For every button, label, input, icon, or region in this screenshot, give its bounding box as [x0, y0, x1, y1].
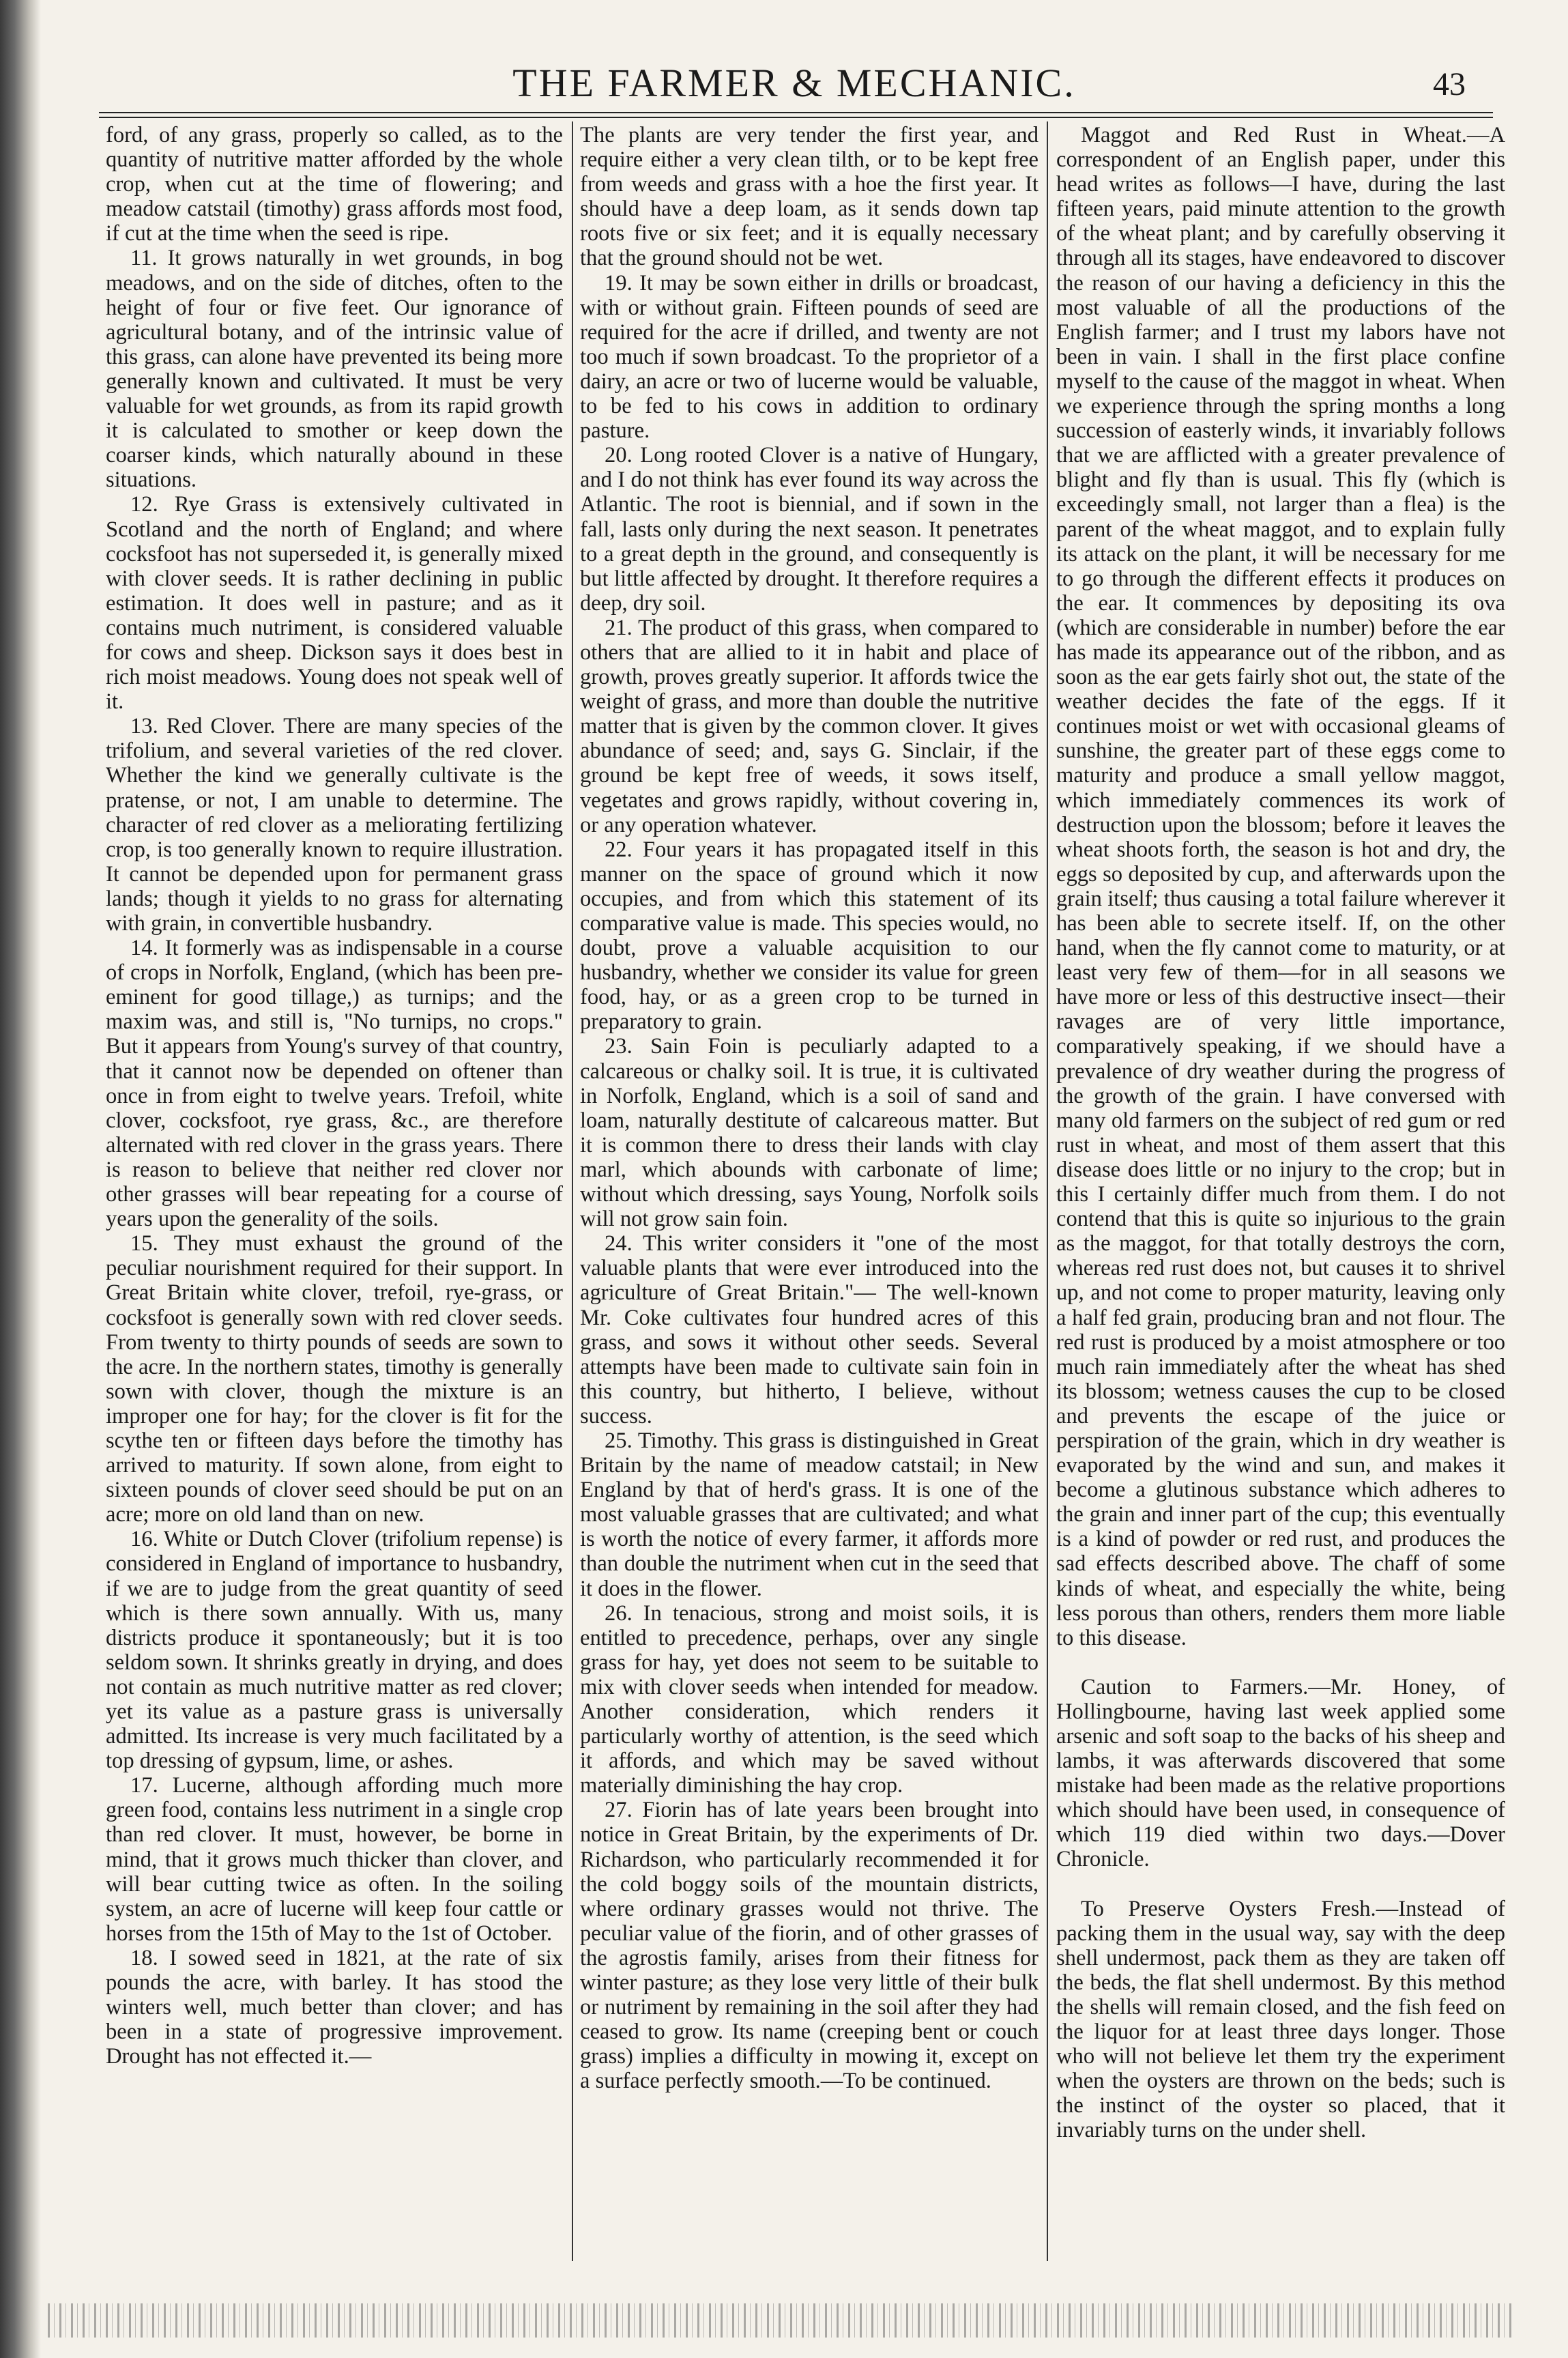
column-1 — [106, 123, 563, 2259]
paragraph: 22. Four years it has propagated itself in this manner on the space of ground which it now occupies, and from which this statement of its comparative value is made. This species would, no doubt, prove a valuable acquisition to our husbandry, whether we consider its value for green food, hay, or as a green crop to be turned in preparatory to grain. — [580, 837, 1039, 1035]
column-separator — [572, 121, 573, 2261]
paragraph: 21. The product of this grass, when compared to others that are allied to it in habit and place of growth, proves greatly superior. It affords twice the weight of grass, and more than double the nutritive matter that is given by the common clover. It gives abundance of seed; and, says G. Sinclair, if the ground be kept free of weeds, it sows itself, vegetates and grows rapidly, without covering in, or any operation whatever. — [580, 615, 1039, 837]
column-separator — [1047, 121, 1048, 2261]
paragraph: 17. Lucerne, although affording much more green food, contains less nutriment in a single crop than red clover. It must, however, be borne in mind, that it grows much thicker than clover, and will bear cutting twice as often. In the soiling system, an acre of lucerne will keep four cattle or horses from the 15th of May to the 1st of October. — [106, 1773, 563, 1946]
paragraph: 15. They must exhaust the ground of the peculiar nourishment required for their support. In Great Britain white clover, trefoil, rye-grass, or cocksfoot is generally sown with red clover seeds. From twenty to thirty pounds of seeds are sown to the acre. In the northern states, timothy is generally sown with clover, though the mixture is an improper one for hay; for the clover is fit for the scythe ten or fifteen days before the timothy has arrived to maturity. If sown alone, from eight to sixteen pounds of clover seed should be put on an acre; more on old land than on new. — [106, 1231, 563, 1527]
column-3 — [1056, 123, 1505, 2259]
page-header — [102, 55, 1486, 116]
article-preserve-oysters: To Preserve Oysters Fresh.—Instead of packing them in the usual way, say with the deep shell undermost, pack them as they are taken off the beds, the flat shell undermost. By this method the shells will remain closed, and the fish feed on the liquor for at least three days longer. Those who will not believe let them try the experiment when the oysters are thrown on the beds; such is the instinct of the oyster so placed, that it invariably turns on the under shell. — [1056, 1896, 1505, 2143]
header-rule — [99, 112, 1493, 118]
page-spine-shadow — [0, 0, 41, 2358]
bottom-edge-scan-noise — [48, 2303, 1513, 2338]
column-2 — [580, 123, 1039, 2259]
paragraph: ford, of any grass, properly so called, as to the quantity of nutritive matter afforded by the whole crop, when cut at the time of flowering; and meadow catstail (timothy) grass affords most food, if cut at the time when the seed is ripe. — [106, 123, 563, 246]
paragraph: 27. Fiorin has of late years been brought into notice in Great Britain, by the experiments of Dr. Richardson, who particularly recommended it for the cold boggy soils of the mountain districts, where ordinary grasses would not thrive. The peculiar value of the fiorin, and of other grasses of the agrostis family, arises from their fitness for winter pasture; as they lose very little of their bulk or nutriment by remaining in the soil after they had ceased to grow. Its name (creeping bent or couch grass) implies a difficulty in mowing it, except on a surface perfectly smooth.—To be continued. — [580, 1798, 1039, 2094]
paragraph: 19. It may be sown either in drills or broadcast, with or without grain. Fifteen pounds of seed are required for the acre if drilled, and twenty are not too much if sown broadcast. To the proprietor of a dairy, an acre or two of lucerne would be valuable, to be fed to his cows in addition to ordinary pasture. — [580, 270, 1039, 444]
paragraph: 14. It formerly was as indispensable in a course of crops in Norfolk, England, (which has been pre-eminent for good tillage,) as turnips; and the maxim was, and still is, "No turnips, no crops." But it appears from Young's survey of that country, that it cannot now be depended on oftener than once in from eight to twelve years. Trefoil, white clover, cocksfoot, rye grass, &c., are therefore alternated with red clover in the grass years. There is reason to believe that neither red clover nor other grasses will bear repeating for a course of years upon the generality of the soils. — [106, 936, 563, 1232]
page-title: THE FARMER & MECHANIC. — [512, 61, 1076, 105]
paragraph: The plants are very tender the first year, and require either a very clean tilth, or to be kept free from weeds and grass with a hoe the first year. It should have a deep loam, as it sends down tap roots five or six feet; and it is equally necessary that the ground should not be wet. — [580, 123, 1039, 271]
paragraph: 18. I sowed seed in 1821, at the rate of six pounds the acre, with barley. It has stood the winters well, much better than clover; and has been in a state of progressive improvement. Drought has not effected it.— — [106, 1945, 563, 2069]
paragraph: 13. Red Clover. There are many species of the trifolium, and several varieties of the red clover. Whether the kind we generally cultivate is the pratense, or not, I am unable to determine. The character of red clover as a meliorating fertilizing crop, is too generally known to require illustration. It cannot be depended upon for permanent grass lands; though it yields to no grass for alternating with grain, in convertible husbandry. — [106, 714, 563, 936]
paragraph: 26. In tenacious, strong and moist soils, it is entitled to precedence, perhaps, over any single grass for hay, yet does not seem to be suitable to mix with clover seeds when intended for meadow. Another consideration, which renders it particularly worthy of attention, is the seed which it affords, and which may be saved without materially diminishing the hay crop. — [580, 1600, 1039, 1798]
article-caution-to-farmers: Caution to Farmers.—Mr. Honey, of Hollingbourne, having last week applied some arsenic and soft soap to the backs of his sheep and lambs, it was afterwards discovered that some mistake had been made as the relative proportions which should have been used, in consequence of which 119 died within two days.—Dover Chronicle. — [1056, 1674, 1505, 1872]
paragraph: 23. Sain Foin is peculiarly adapted to a calcareous or chalky soil. It is true, it is cultivated in Norfolk, England, which is a soil of sand and loam, naturally destitute of calcareous matter. But it is common there to dress their lands with clay marl, which abounds with carbonate of lime; without which dressing, says Young, Norfolk soils will not grow sain foin. — [580, 1034, 1039, 1232]
paragraph: 11. It grows naturally in wet grounds, in bog meadows, and on the side of ditches, often to the height of four or five feet. Our ignorance of agricultural botany, and of the intrinsic value of this grass, can alone have prevented its being more generally known and cultivated. It must be very valuable for wet grounds, as from its rapid growth it is calculated to smother or keep down the coarser kinds, which naturally abound in these situations. — [106, 246, 563, 493]
paragraph: 16. White or Dutch Clover (trifolium repense) is considered in England of importance to husbandry, if we are to judge from the great quantity of seed which is there sown annually. With us, many districts produce it spontaneously; but it is too seldom sown. It shrinks greatly in drying, and does not contain as much nutritive matter as red clover; yet its value as a pasture grass is universally admitted. Its increase is very much facilitated by a top dressing of gypsum, lime, or ashes. — [106, 1527, 563, 1774]
paragraph: 12. Rye Grass is extensively cultivated in Scotland and the north of England; and where cocksfoot has not superseded it, is generally mixed with clover seeds. It is rather declining in public estimation. It does well in pasture; and as it contains much nutriment, is considered valuable for cows and sheep. Dickson says it does best in rich moist meadows. Young does not speak well of it. — [106, 492, 563, 715]
paragraph: 25. Timothy. This grass is distinguished in Great Britain by the name of meadow catstail; in New England by that of herd's grass. It is one of the most valuable grasses that are cultivated; and what is worth the notice of every farmer, it affords more than double the nutriment when cut in the seed that it does in the flower. — [580, 1428, 1039, 1601]
article-maggot-red-rust: Maggot and Red Rust in Wheat.—A correspondent of an English paper, under this head writes as follows—I have, during the last fifteen years, paid minute attention to the growth of the wheat plant; and by carefully observing it through all its stages, have endeavored to discover the reason of our having a deficiency in this the most valuable of all the productions of the English farmer; and I trust my labors have not been in vain. I shall in the first place confine myself to the cause of the maggot in wheat. When we experience through the spring months a long succession of easterly winds, it invariably follows that we are afflicted with a greater prevalence of blight and fly than is usual. This fly (which is exceedingly small, not larger than a flea) is the parent of the wheat maggot, and to explain fully its attack on the plant, it will be necessary for me to go through the different effects it produces on the ear. It commences by depositing its ova (which are considerable in number) before the ear has made its appearance out of the ribbon, and as soon as the ear gets fairly shot out, the state of the weather decides the fate of the eggs. If it continues moist or wet with occasional gleams of sunshine, the greater part of these eggs come to maturity and produce a small yellow maggot, which immediately commences its work of destruction upon the blossom; before it leaves the wheat shoots forth, the season is hot and dry, the eggs so deposited by cup, and afterwards upon the grain itself; thus causing a total failure wherever it has been able to secrete itself. If, on the other hand, when the fly cannot come to maturity, or at least very few of them—for in all seasons we have more or less of this destructive insect—their ravages are of very little importance, comparatively speaking, if we should have a prevalence of dry weather during the progress of the growth of the grain. I have conversed with many old farmers on the subject of red gum or red rust in wheat, and most of them assert that this disease does little or no injury to the crop; but in this I certainly differ much from them. I do not contend that this is quite so injurious to the grain as the maggot, for that totally destroys the corn, whereas red rust does not, but causes it to shrivel up, and not come to proper maturity, leaving only a half fed grain, producing bran and not flour. The red rust is produced by a moist atmosphere or too much rain immediately after the wheat has shed its blossom; wetness causes the cup to be closed and prevents the escape of the juice or perspiration of the grain, which in dry weather is evaporated by the wind and sun, and makes it become a glutinous substance which adheres to the grain and inner part of the cup; this eventually is a kind of powder or red rust, and produces the sad effects described above. The chaff of some kinds of wheat, and especially the white, being less porous than others, renders them more liable to this disease. — [1056, 123, 1505, 1650]
paragraph: 20. Long rooted Clover is a native of Hungary, and I do not think has ever found its way across the Atlantic. The root is biennial, and if sown in the fall, lasts only during the next season. It penetrates to a great depth in the ground, and consequently is but little affected by drought. It therefore requires a deep, dry soil. — [580, 443, 1039, 616]
page-number: 43 — [1433, 66, 1466, 102]
paragraph: 24. This writer considers it "one of the most valuable plants that were ever introduced into the agriculture of Great Britain."— The well-known Mr. Coke cultivates four hundred acres of this grass, and sows it without other seeds. Several attempts have been made to cultivate sain foin in this country, but hitherto, I believe, without success. — [580, 1231, 1039, 1428]
